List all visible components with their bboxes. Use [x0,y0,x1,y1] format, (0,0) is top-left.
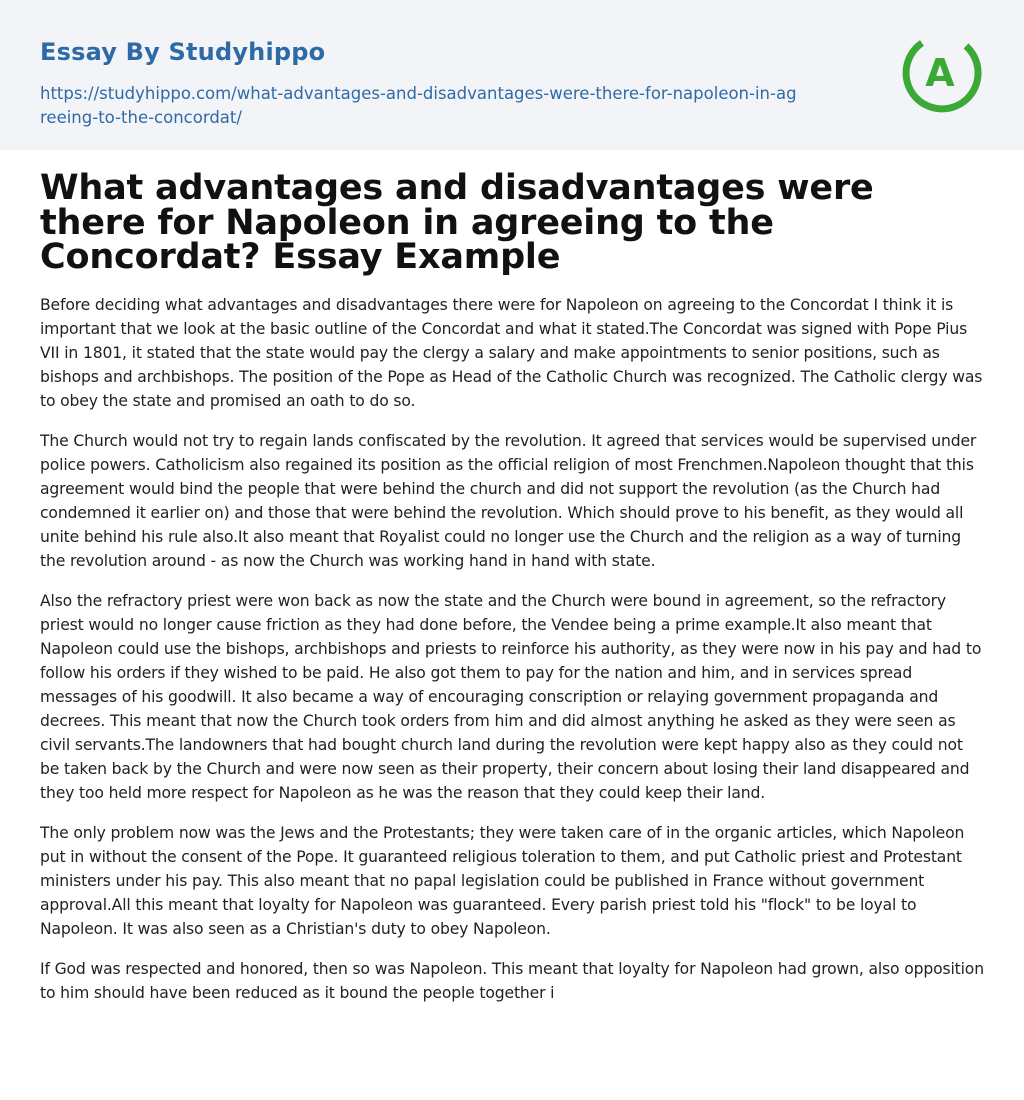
article-paragraph: Also the refractory priest were won back as now the state and the Church were bound in agreement, so the refractory priest would no longer cause friction as they had done before, the Vendee being a prime example.It also meant that Napoleon could use the bishops, archbishops and priests to reinforce his authority, as they were now in his pay and had to follow his orders if they wished to be paid. He also got them to pay for the nation and him, and in services spread messages of his goodwill. It also became a way of encouraging conscription or relaying government propaganda and decrees. This meant that now the Church took orders from him and did almost anything he asked as they were seen as civil servants.The landowners that had bought church land during the revolution were kept happy also as they could not be taken back by the Church and were now seen as their property, their concern about losing their land disappeared and they too held more respect for Napoleon as he was the reason that they could keep their land. [40,591,982,802]
article-title: What advantages and disadvantages were there for Napoleon in agreeing to the Concordat? Essay Example [40,168,874,277]
article-paragraph: The only problem now was the Jews and the Protestants; they were taken care of in the organic articles, which Napoleon put in without the consent of the Pope. It guaranteed religious toleration to them, and put Catholic priest and Protestant ministers under his pay. This also meant that no papal legislation could be published in France without government approval.All this meant that loyalty for Napoleon was guaranteed. Every parish priest told his "flock" to be loyal to Napoleon. It was also seen as a Christian's duty to obey Napoleon. [40,823,965,938]
logo-letter: A [925,51,955,95]
article-paragraph: The Church would not try to regain lands confiscated by the revolution. It agreed that services would be supervised under police powers. Catholicism also regained its position as the official religion of most Frenchmen.Napoleon thought that this agreement would bind the people that were behind the church and did not support the revolution (as the Church had condemned it earlier on) and those that were behind the revolution. Which should prove to his benefit, as they would all unite behind his rule also.It also meant that Royalist could no longer use the Church and the religion as a way of turning the revolution around - as now the Church was working hand in hand with state. [40,431,977,570]
article-paragraph: Before deciding what advantages and disadvantages there were for Napoleon on agreeing to the Concordat I think it is important that we look at the basic outline of the Concordat and what it stated.The Concordat was signed with Pope Pius VII in 1801, it stated that the state would pay the clergy a salary and make appointments to senior positions, such as bishops and archbishops. The position of the Pope as Head of the Catholic Church was recognized. The Catholic clergy was to obey the state and promised an oath to do so. [40,295,983,410]
article [0,168,1024,1005]
article-paragraph: If God was respected and honored, then so was Napoleon. This meant that loyalty for Napoleon had grown, also opposition to him should have been reduced as it bound the people together i [40,959,984,1002]
source-url-link[interactable]: https://studyhippo.com/what-advantages-and-disadvantages-were-there-for-napoleon-in-agreeing-to-the-concordat/ [40,84,797,127]
site-header [0,0,1024,150]
brand-title[interactable]: Essay By Studyhippo [40,38,326,66]
studyhippo-a-logo-icon[interactable] [898,28,988,118]
